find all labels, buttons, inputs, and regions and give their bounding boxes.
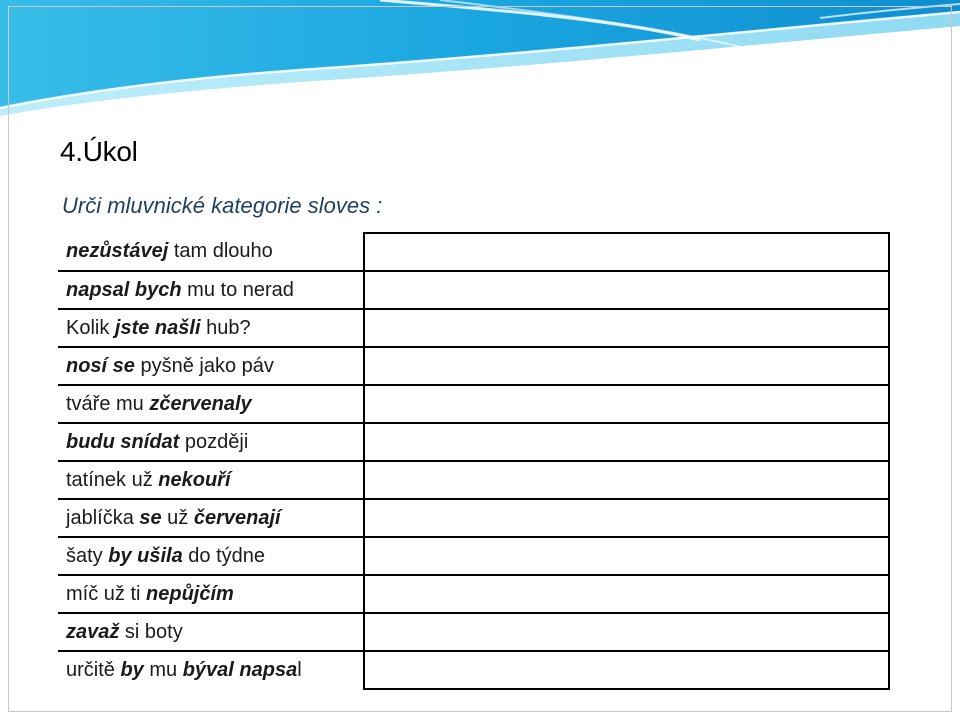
sentence-text: Kolik (66, 316, 115, 339)
verb-text: nezůstávej (66, 240, 169, 262)
sentence-cell (58, 233, 364, 271)
sentence-text: pyšně jako páv (134, 354, 274, 377)
verb-text: by (120, 659, 144, 681)
verb-text: červenají (193, 506, 281, 529)
answer-cell[interactable] (364, 461, 889, 499)
slide-subtitle: Urči mluvnické kategorie sloves : (62, 193, 383, 218)
sentence-text: jablíčka (66, 506, 140, 529)
table-row (58, 309, 889, 347)
slide-title: 4.Úkol (60, 136, 138, 167)
verb-text: napsal bych (66, 278, 182, 301)
verb-text: by ušila (108, 544, 183, 567)
sentence-cell (58, 461, 364, 499)
table-row (58, 271, 889, 309)
table-row (58, 613, 889, 651)
verb-text: se (139, 506, 162, 529)
sentence-cell (58, 537, 364, 575)
sentence-text: tam dlouho (168, 240, 273, 262)
sentence-text: tatínek už (66, 468, 159, 491)
verb-text: zavaž (66, 620, 120, 643)
sentence-cell (58, 271, 364, 309)
sentence-text: mu (143, 659, 183, 681)
verb-text: nepůjčím (146, 582, 234, 605)
table-row (58, 575, 889, 613)
verb-text: budu snídat (66, 430, 180, 453)
table-row (58, 537, 889, 575)
answer-cell[interactable] (364, 613, 889, 651)
table-row (58, 499, 889, 537)
table-row (58, 347, 889, 385)
answer-cell[interactable] (364, 575, 889, 613)
sentence-text: si boty (119, 620, 183, 643)
sentence-cell (58, 423, 364, 461)
sentence-cell (58, 499, 364, 537)
sentence-cell (58, 309, 364, 347)
answer-cell[interactable] (364, 309, 889, 347)
table-row (58, 385, 889, 423)
table-row (58, 423, 889, 461)
sentence-cell (58, 613, 364, 651)
sentence-cell (58, 347, 364, 385)
table-row (58, 461, 889, 499)
answer-cell[interactable] (364, 537, 889, 575)
sentence-cell (58, 651, 364, 689)
answer-cell[interactable] (364, 385, 889, 423)
sentence-text: do týdne (182, 544, 266, 567)
sentence-text: míč už ti (66, 582, 147, 605)
sentence-text: hub? (200, 316, 251, 339)
verb-text: býval napsa (182, 659, 298, 681)
answer-cell[interactable] (364, 233, 889, 271)
answer-cell[interactable] (364, 423, 889, 461)
verb-text: nosí se (66, 354, 135, 377)
sentence-text: l (297, 659, 302, 681)
sentence-text: určitě (66, 659, 121, 681)
exercise-table (58, 232, 890, 690)
sentence-text: později (179, 430, 249, 453)
verb-text: zčervenaly (149, 392, 252, 415)
table-row (58, 651, 889, 689)
sentence-cell (58, 385, 364, 423)
answer-cell[interactable] (364, 499, 889, 537)
sentence-text: tváře mu (66, 392, 150, 415)
answer-cell[interactable] (364, 271, 889, 309)
answer-cell[interactable] (364, 651, 889, 689)
verb-text: jste našli (114, 316, 201, 339)
sentence-text: už (161, 506, 194, 529)
table-row (58, 233, 889, 271)
sentence-text: mu to nerad (181, 278, 294, 301)
sentence-text: šaty (66, 544, 109, 567)
answer-cell[interactable] (364, 347, 889, 385)
sentence-cell (58, 575, 364, 613)
verb-text: nekouří (158, 468, 231, 491)
